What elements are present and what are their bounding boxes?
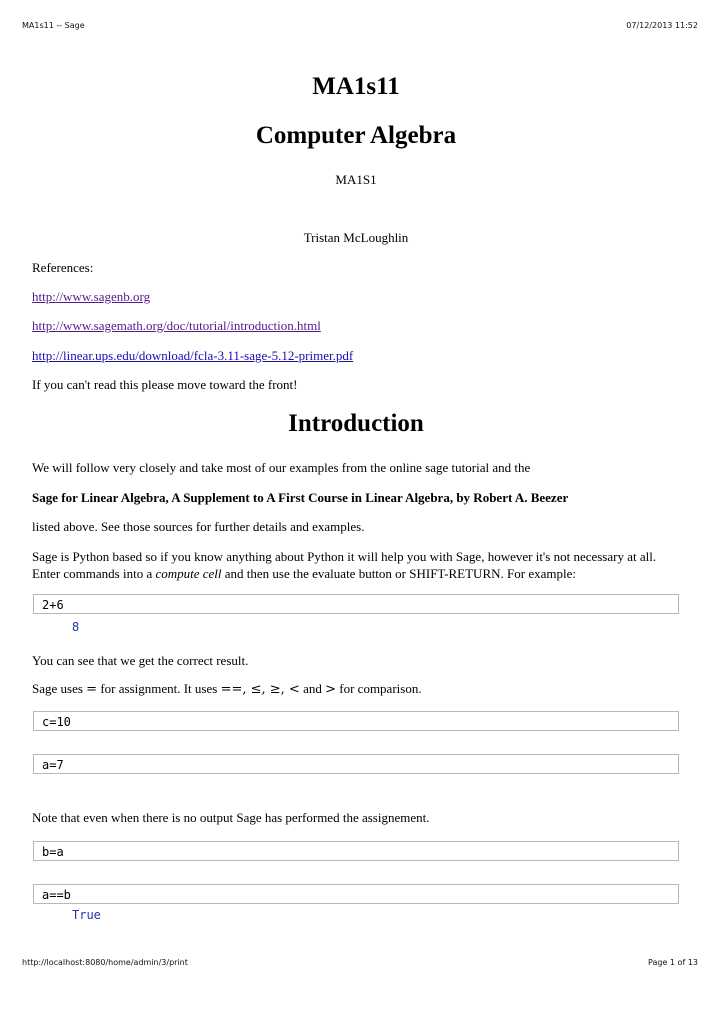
op-text-c: and bbox=[303, 681, 322, 696]
cell-input[interactable]: 2+6 bbox=[42, 598, 64, 612]
operators-paragraph bbox=[32, 680, 680, 698]
cell-input[interactable]: c=10 bbox=[42, 715, 71, 729]
op-text-d: for comparison. bbox=[339, 681, 422, 696]
intro-heading: Introduction bbox=[288, 410, 424, 437]
python-paragraph-a: Sage is Python based so if you know anything about Python it will help you with Sage, however it's not necessary at all. Enter commands into a bbox=[32, 549, 657, 581]
author-name: Tristan McLoughlin bbox=[303, 230, 409, 245]
compute-cell-4[interactable] bbox=[33, 841, 679, 861]
assign-symbol: = bbox=[86, 682, 98, 697]
print-footer-page: Page 1 of 13 bbox=[648, 958, 698, 967]
beezer-reference: Sage for Linear Algebra, A Supplement to A First Course in Linear Algebra, by Robert A. Beezer bbox=[32, 490, 569, 505]
print-footer-url: http://localhost:8080/home/admin/3/print bbox=[22, 958, 188, 967]
greater-symbol: > bbox=[325, 682, 337, 697]
doc-title: MA1s11 bbox=[312, 73, 400, 100]
sources-paragraph: listed above. See those sources for further details and examples. bbox=[32, 519, 365, 534]
cell-output-1: 8 bbox=[72, 620, 80, 634]
reference-link-fcla-primer[interactable]: http://linear.ups.edu/download/fcla-3.11-sage-5.12-primer.pdf bbox=[32, 348, 354, 363]
reference-link-sagenb[interactable]: http://www.sagenb.org bbox=[32, 289, 151, 304]
doc-subtitle: Computer Algebra bbox=[255, 122, 457, 149]
compute-cell-5[interactable] bbox=[33, 884, 679, 904]
print-header-title: MA1s11 -- Sage bbox=[22, 21, 85, 30]
op-text-b: for assignment. It uses bbox=[100, 681, 218, 696]
assignment-note: Note that even when there is no output Sage has performed the assignement. bbox=[32, 810, 430, 825]
op-text-a: Sage uses bbox=[32, 681, 83, 696]
cell-input[interactable]: b=a bbox=[42, 845, 64, 859]
python-paragraph bbox=[32, 548, 680, 582]
cell-input[interactable]: a==b bbox=[42, 888, 71, 902]
course-code: MA1S1 bbox=[335, 172, 377, 187]
cell-input[interactable]: a=7 bbox=[42, 758, 64, 772]
front-note: If you can't read this please move toward the front! bbox=[32, 377, 298, 392]
intro-paragraph: We will follow very closely and take most of our examples from the online sage tutorial and the bbox=[32, 460, 531, 475]
compute-cell-1[interactable] bbox=[33, 594, 679, 614]
compute-cell-term: compute cell bbox=[155, 566, 222, 581]
compute-cell-2[interactable] bbox=[33, 711, 679, 731]
reference-link-sage-tutorial[interactable]: http://www.sagemath.org/doc/tutorial/introduction.html bbox=[32, 318, 321, 333]
compute-cell-3[interactable] bbox=[33, 754, 679, 774]
python-paragraph-b: and then use the evaluate button or SHIFT-RETURN. For example: bbox=[224, 566, 576, 581]
compare-symbols: ==, ≤, ≥, < bbox=[220, 682, 300, 697]
print-header-datetime: 07/12/2013 11:52 bbox=[626, 21, 698, 30]
cell-output-5: True bbox=[72, 908, 101, 922]
result-paragraph: You can see that we get the correct result. bbox=[32, 653, 249, 668]
references-label: References: bbox=[32, 260, 94, 275]
